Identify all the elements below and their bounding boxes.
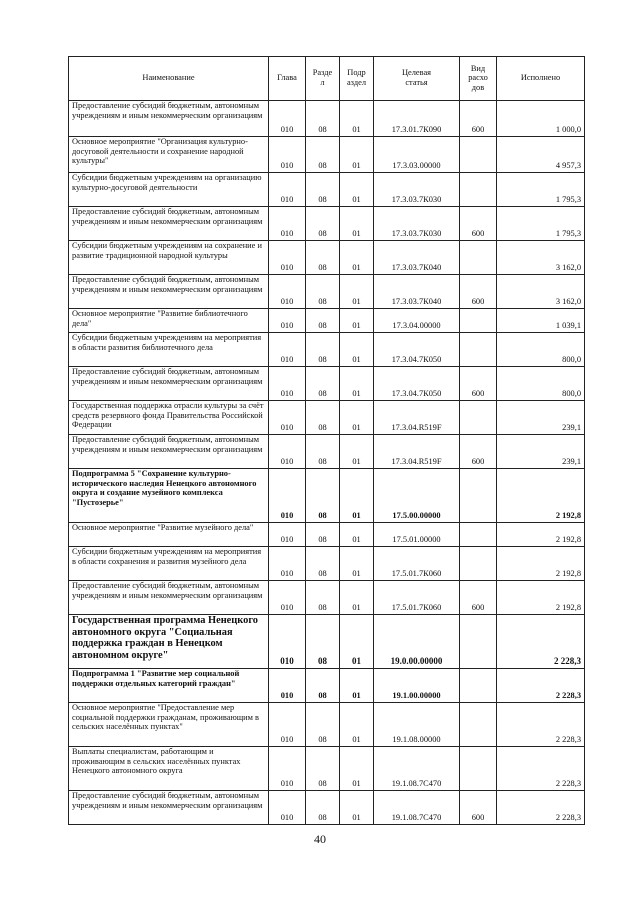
row-subsection: 01 [340, 669, 374, 703]
row-subsection: 01 [340, 241, 374, 275]
row-section: 08 [306, 173, 340, 207]
row-subsection: 01 [340, 275, 374, 309]
row-expense-kind: 600 [460, 207, 497, 241]
row-name: Государственная поддержка отрасли культуры за счёт средств резервного фонда Правительства Российской Федерации [69, 401, 269, 435]
row-section: 08 [306, 669, 340, 703]
row-section: 08 [306, 615, 340, 669]
row-name: Основное мероприятие "Организация культурно-досуговой деятельности и сохранение народной культуры" [69, 137, 269, 173]
row-executed-amount: 2 192,8 [497, 581, 585, 615]
row-name: Предоставление субсидий бюджетным, автономным учреждениям и иным некоммерческим организациям [69, 435, 269, 469]
row-subsection: 01 [340, 547, 374, 581]
row-chapter: 010 [269, 581, 306, 615]
row-expense-kind: 600 [460, 275, 497, 309]
row-name: Предоставление субсидий бюджетным, автономным учреждениям и иным некоммерческим организациям [69, 207, 269, 241]
row-section: 08 [306, 547, 340, 581]
row-target-article: 17.3.04.R519F [374, 401, 460, 435]
row-target-article: 17.3.04.7К050 [374, 367, 460, 401]
row-subsection: 01 [340, 435, 374, 469]
row-target-article: 19.1.00.00000 [374, 669, 460, 703]
table-row [69, 547, 585, 581]
header-chapter: Глава [269, 57, 306, 101]
row-section: 08 [306, 469, 340, 523]
row-executed-amount: 1 795,3 [497, 173, 585, 207]
row-subsection: 01 [340, 791, 374, 825]
row-executed-amount: 239,1 [497, 401, 585, 435]
row-name: Основное мероприятие "Развитие библиотечного дела" [69, 309, 269, 333]
row-subsection: 01 [340, 581, 374, 615]
row-chapter: 010 [269, 401, 306, 435]
row-target-article: 17.3.03.7К040 [374, 275, 460, 309]
row-expense-kind [460, 703, 497, 747]
budget-table [68, 56, 585, 825]
row-chapter: 010 [269, 669, 306, 703]
row-name: Субсидии бюджетным учреждениям на сохранение и развитие традиционной народной культуры [69, 241, 269, 275]
row-subsection: 01 [340, 615, 374, 669]
row-section: 08 [306, 367, 340, 401]
row-name: Субсидии бюджетным учреждениям на организацию культурно-досуговой деятельности [69, 173, 269, 207]
row-name: Выплаты специалистам, работающим и проживающим в сельских населённых пунктах Ненецкого автономного округа [69, 747, 269, 791]
row-name: Государственная программа Ненецкого автономного округа "Социальная поддержка граждан в Ненецком автономном округе" [69, 615, 269, 669]
row-target-article: 17.3.04.7К050 [374, 333, 460, 367]
table-row [69, 791, 585, 825]
row-name: Субсидии бюджетным учреждениям на мероприятия в области развития библиотечного дела [69, 333, 269, 367]
table-body [69, 101, 585, 825]
row-expense-kind [460, 137, 497, 173]
row-chapter: 010 [269, 101, 306, 137]
row-chapter: 010 [269, 469, 306, 523]
row-section: 08 [306, 401, 340, 435]
row-chapter: 010 [269, 367, 306, 401]
row-expense-kind [460, 469, 497, 523]
row-chapter: 010 [269, 435, 306, 469]
row-section: 08 [306, 275, 340, 309]
row-name: Предоставление субсидий бюджетным, автономным учреждениям и иным некоммерческим организациям [69, 275, 269, 309]
table-row [69, 669, 585, 703]
row-expense-kind [460, 333, 497, 367]
row-expense-kind [460, 747, 497, 791]
row-expense-kind: 600 [460, 791, 497, 825]
table-row [69, 137, 585, 173]
table-row [69, 747, 585, 791]
row-target-article: 17.3.04.00000 [374, 309, 460, 333]
row-chapter: 010 [269, 241, 306, 275]
row-target-article: 17.3.04.R519F [374, 435, 460, 469]
row-chapter: 010 [269, 747, 306, 791]
row-executed-amount: 1 795,3 [497, 207, 585, 241]
row-subsection: 01 [340, 367, 374, 401]
row-section: 08 [306, 241, 340, 275]
row-target-article: 19.1.08.7С470 [374, 791, 460, 825]
row-name: Субсидии бюджетным учреждениям на мероприятия в области сохранения и развития музейного дела [69, 547, 269, 581]
row-executed-amount: 800,0 [497, 367, 585, 401]
row-executed-amount: 2 228,3 [497, 669, 585, 703]
row-chapter: 010 [269, 547, 306, 581]
row-chapter: 010 [269, 309, 306, 333]
row-executed-amount: 3 162,0 [497, 275, 585, 309]
row-section: 08 [306, 581, 340, 615]
row-subsection: 01 [340, 137, 374, 173]
header-kind: Вид расхо дов [460, 57, 497, 101]
row-executed-amount: 1 039,1 [497, 309, 585, 333]
row-expense-kind [460, 547, 497, 581]
row-subsection: 01 [340, 523, 374, 547]
table-row [69, 173, 585, 207]
row-target-article: 17.5.01.7К060 [374, 581, 460, 615]
table-row [69, 333, 585, 367]
row-section: 08 [306, 101, 340, 137]
table-row [69, 435, 585, 469]
row-section: 08 [306, 523, 340, 547]
row-expense-kind [460, 309, 497, 333]
table-row [69, 615, 585, 669]
table-row [69, 581, 585, 615]
row-executed-amount: 2 228,3 [497, 791, 585, 825]
row-target-article: 17.3.03.00000 [374, 137, 460, 173]
table-row [69, 101, 585, 137]
row-subsection: 01 [340, 747, 374, 791]
row-target-article: 17.3.03.7К030 [374, 207, 460, 241]
row-section: 08 [306, 703, 340, 747]
header-subsection: Подр аздел [340, 57, 374, 101]
row-subsection: 01 [340, 207, 374, 241]
header-name: Наименование [69, 57, 269, 101]
row-executed-amount: 2 228,3 [497, 747, 585, 791]
row-section: 08 [306, 747, 340, 791]
row-section: 08 [306, 309, 340, 333]
table-row [69, 207, 585, 241]
row-subsection: 01 [340, 309, 374, 333]
row-executed-amount: 2 228,3 [497, 703, 585, 747]
row-target-article: 17.3.03.7К030 [374, 173, 460, 207]
row-target-article: 19.1.08.7С470 [374, 747, 460, 791]
row-section: 08 [306, 207, 340, 241]
row-chapter: 010 [269, 275, 306, 309]
row-subsection: 01 [340, 469, 374, 523]
row-subsection: 01 [340, 101, 374, 137]
row-target-article: 19.1.08.00000 [374, 703, 460, 747]
row-name: Подпрограмма 1 "Развитие мер социальной поддержки отдельных категорий граждан" [69, 669, 269, 703]
row-subsection: 01 [340, 333, 374, 367]
budget-table-container [68, 56, 584, 825]
row-name: Подпрограмма 5 "Сохранение культурно-исторического наследия Ненецкого автономного округа и создание музейного комплекса "Пустозерье" [69, 469, 269, 523]
table-row [69, 703, 585, 747]
row-section: 08 [306, 435, 340, 469]
row-executed-amount: 1 000,0 [497, 101, 585, 137]
row-chapter: 010 [269, 615, 306, 669]
row-section: 08 [306, 333, 340, 367]
row-section: 08 [306, 137, 340, 173]
row-executed-amount: 800,0 [497, 333, 585, 367]
row-target-article: 17.3.03.7К040 [374, 241, 460, 275]
row-chapter: 010 [269, 523, 306, 547]
row-expense-kind: 600 [460, 101, 497, 137]
row-subsection: 01 [340, 401, 374, 435]
row-target-article: 17.5.01.00000 [374, 523, 460, 547]
row-executed-amount: 2 228,3 [497, 615, 585, 669]
row-subsection: 01 [340, 173, 374, 207]
table-row [69, 241, 585, 275]
row-chapter: 010 [269, 173, 306, 207]
row-expense-kind: 600 [460, 435, 497, 469]
row-chapter: 010 [269, 207, 306, 241]
row-expense-kind: 600 [460, 367, 497, 401]
row-expense-kind [460, 523, 497, 547]
row-expense-kind [460, 615, 497, 669]
row-name: Предоставление субсидий бюджетным, автономным учреждениям и иным некоммерческим организациям [69, 101, 269, 137]
row-name: Предоставление субсидий бюджетным, автономным учреждениям и иным некоммерческим организациям [69, 581, 269, 615]
table-header-row [69, 57, 585, 101]
header-executed: Исполнено [497, 57, 585, 101]
table-row [69, 309, 585, 333]
row-chapter: 010 [269, 333, 306, 367]
row-expense-kind: 600 [460, 581, 497, 615]
header-target: Целевая статья [374, 57, 460, 101]
row-expense-kind [460, 669, 497, 703]
row-section: 08 [306, 791, 340, 825]
table-row [69, 367, 585, 401]
table-row [69, 523, 585, 547]
row-name: Предоставление субсидий бюджетным, автономным учреждениям и иным некоммерческим организациям [69, 367, 269, 401]
row-target-article: 17.5.00.00000 [374, 469, 460, 523]
row-name: Основное мероприятие "Предоставление мер социальной поддержки гражданам, проживающим в сельских населённых пунктах" [69, 703, 269, 747]
page-number: 40 [314, 832, 326, 846]
header-section: Разде л [306, 57, 340, 101]
row-expense-kind [460, 173, 497, 207]
row-executed-amount: 2 192,8 [497, 523, 585, 547]
row-executed-amount: 2 192,8 [497, 469, 585, 523]
row-chapter: 010 [269, 703, 306, 747]
row-target-article: 19.0.00.00000 [374, 615, 460, 669]
row-subsection: 01 [340, 703, 374, 747]
row-target-article: 17.3.01.7К090 [374, 101, 460, 137]
row-name: Предоставление субсидий бюджетным, автономным учреждениям и иным некоммерческим организациям [69, 791, 269, 825]
row-name: Основное мероприятие "Развитие музейного дела" [69, 523, 269, 547]
row-expense-kind [460, 401, 497, 435]
row-executed-amount: 239,1 [497, 435, 585, 469]
table-row [69, 469, 585, 523]
row-executed-amount: 4 957,3 [497, 137, 585, 173]
table-row [69, 401, 585, 435]
row-chapter: 010 [269, 137, 306, 173]
table-row [69, 275, 585, 309]
row-executed-amount: 3 162,0 [497, 241, 585, 275]
row-chapter: 010 [269, 791, 306, 825]
row-executed-amount: 2 192,8 [497, 547, 585, 581]
row-target-article: 17.5.01.7К060 [374, 547, 460, 581]
row-expense-kind [460, 241, 497, 275]
